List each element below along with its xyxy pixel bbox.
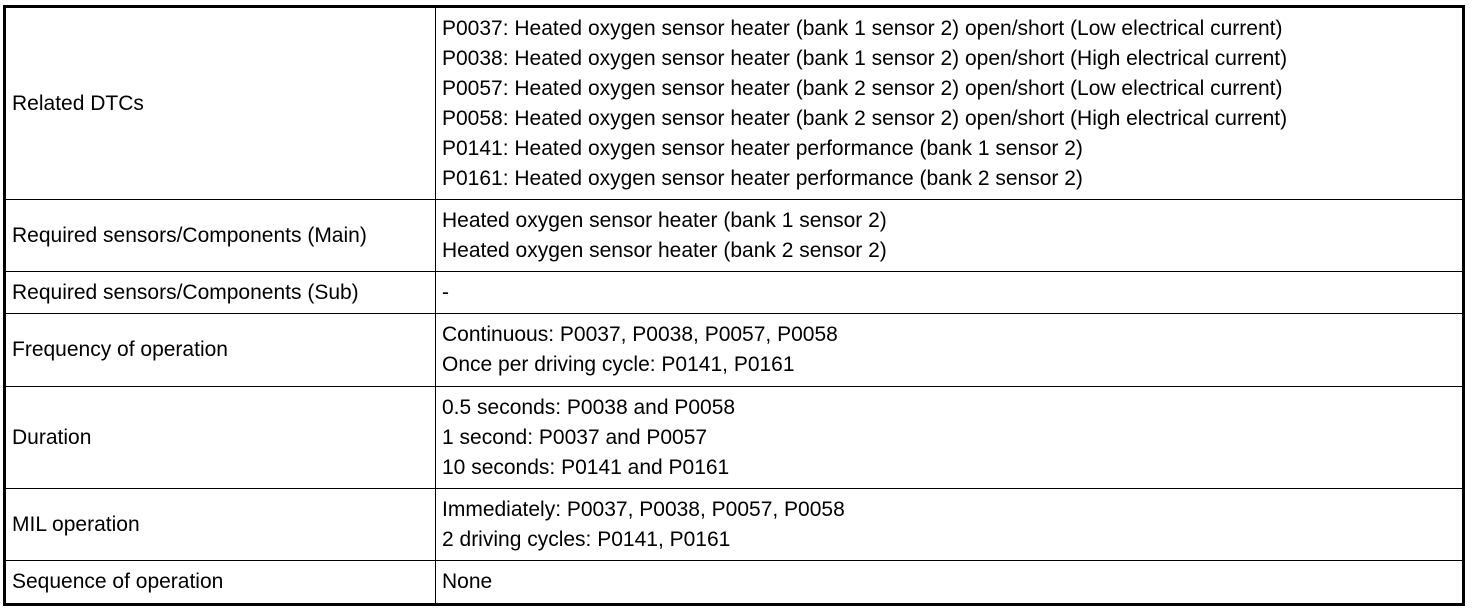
row-label-frequency: Frequency of operation: [5, 314, 436, 387]
table-row-related-dtcs: [5, 7, 1464, 200]
table-row-required-main: [5, 200, 1464, 272]
row-label-required-sub: Required sensors/Components (Sub): [5, 272, 436, 314]
duration-line-one-second: 1 second: P0037 and P0057: [442, 425, 708, 449]
table-row-frequency: [5, 314, 1464, 387]
sequence-line: None: [442, 570, 493, 593]
dtc-line-p0161: P0161: Heated oxygen sensor heater performance (bank 2 sensor 2): [442, 166, 1083, 190]
mil-line-immediately: Immediately: P0037, P0038, P0057, P0058: [442, 497, 845, 521]
table-row-sequence: [5, 561, 1464, 605]
dtc-line-p0141: P0141: Heated oxygen sensor heater performance (bank 1 sensor 2): [442, 136, 1083, 160]
row-label-duration: Duration: [5, 387, 436, 489]
dtc-line-p0057: P0057: Heated oxygen sensor heater (bank 2 sensor 2) open/short (Low electrical current): [442, 76, 1283, 100]
dtc-line-p0037: P0037: Heated oxygen sensor heater (bank 1 sensor 2) open/short (Low electrical current): [442, 16, 1283, 40]
row-value-mil: [436, 489, 1464, 561]
table-row-required-sub: [5, 272, 1464, 314]
frequency-line-once: Once per driving cycle: P0141, P0161: [442, 353, 795, 376]
monitor-spec-table: [3, 5, 1465, 606]
row-value-related-dtcs: [436, 7, 1464, 200]
row-label-related-dtcs: Related DTCs: [5, 7, 436, 200]
component-line-bank2: Heated oxygen sensor heater (bank 2 sensor 2): [442, 238, 887, 262]
row-label-sequence: Sequence of operation: [5, 561, 436, 605]
row-value-required-main: [436, 200, 1464, 272]
table-row-mil: [5, 489, 1464, 561]
duration-line-ten-seconds: 10 seconds: P0141 and P0161: [442, 455, 730, 479]
row-label-mil: MIL operation: [5, 489, 436, 561]
dtc-line-p0038: P0038: Heated oxygen sensor heater (bank 1 sensor 2) open/short (High electrical current): [442, 46, 1288, 70]
component-line-bank1: Heated oxygen sensor heater (bank 1 sensor 2): [442, 208, 887, 232]
row-value-duration: [436, 387, 1464, 489]
dtc-line-p0058: P0058: Heated oxygen sensor heater (bank 2 sensor 2) open/short (High electrical current): [442, 106, 1288, 130]
row-value-required-sub: [436, 272, 1464, 314]
mil-line-two-cycles: 2 driving cycles: P0141, P0161: [442, 527, 731, 551]
duration-line-half-second: 0.5 seconds: P0038 and P0058: [442, 395, 736, 419]
row-label-required-main: Required sensors/Components (Main): [5, 200, 436, 272]
frequency-line-continuous: Continuous: P0037, P0038, P0057, P0058: [442, 323, 838, 346]
row-value-frequency: [436, 314, 1464, 387]
row-value-sequence: [436, 561, 1464, 605]
table-row-duration: [5, 387, 1464, 489]
component-sub-line: -: [442, 280, 449, 304]
